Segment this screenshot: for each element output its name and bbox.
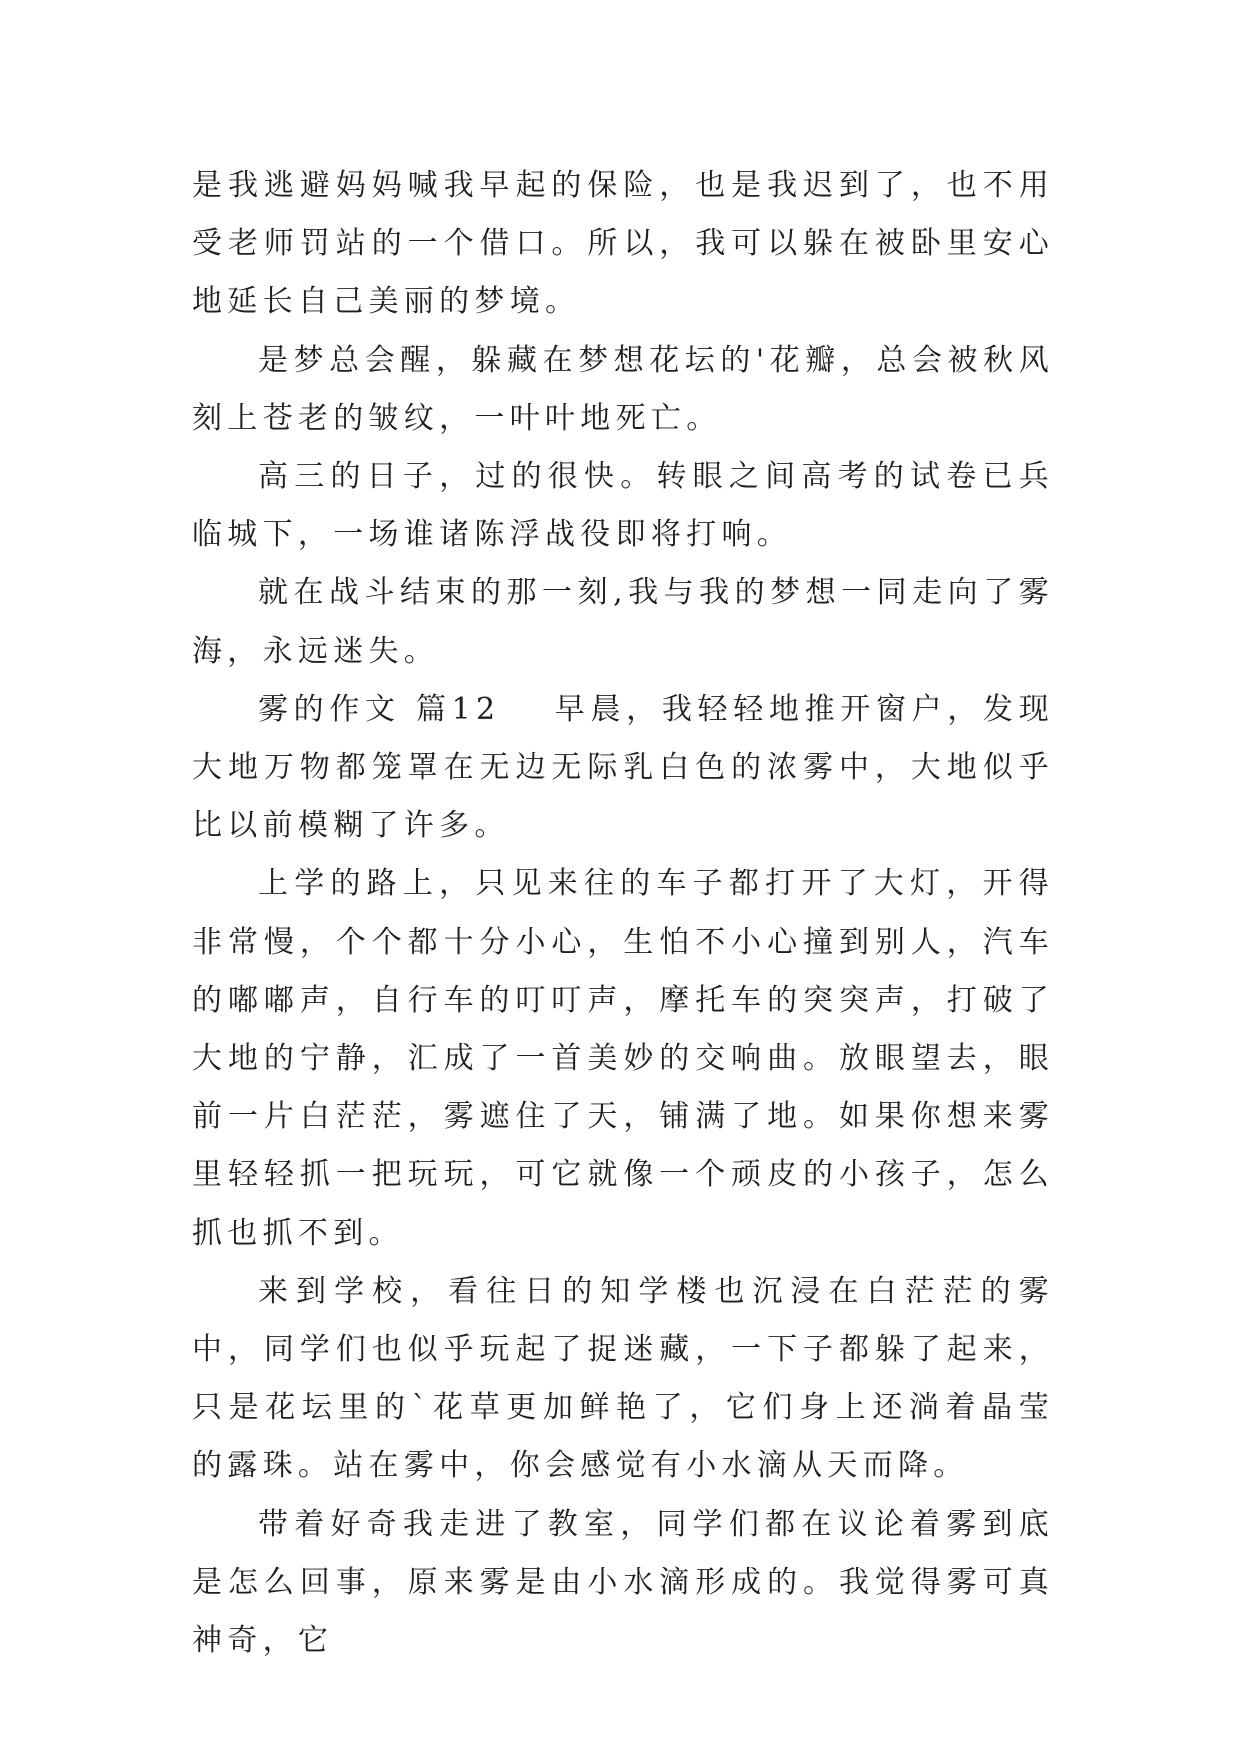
paragraph-4: 就在战斗结束的那一刻,我与我的梦想一同走向了雾海，永远迷失。 xyxy=(192,575,1054,669)
paragraph-8: 带着好奇我走进了教室，同学们都在议论着雾到底是怎么回事，原来雾是由小水滴形成的。我觉得雾可真神奇，它 xyxy=(192,1506,1054,1659)
paragraph-6: 上学的路上，只见来往的车子都打开了大灯，开得非常慢，个个都十分小心，生怕不小心撞到别人，汽车的嘟嘟声，自行车的叮叮声，摩托车的突突声，打破了大地的宁静，汇成了一首美妙的交响曲。放眼望去，眼前一片白茫茫，雾遮住了天，铺满了地。如果你想来雾里轻轻抓一把玩玩，可它就像一个顽皮的小孩子，怎么抓也抓不到。 xyxy=(192,866,1054,1251)
paragraph-1: 是我逃避妈妈喊我早起的保险，也是我迟到了，也不用受老师罚站的一个借口。所以，我可以躲在被卧里安心地延长自己美丽的梦境。 xyxy=(192,168,1054,320)
paragraph-5 xyxy=(192,681,1054,856)
paragraph-3: 高三的日子，过的很快。转眼之间高考的试卷已兵临城下，一场谁诸陈浮战役即将打响。 xyxy=(192,459,1054,553)
document-body xyxy=(192,157,1054,1670)
paragraph-2: 是梦总会醒，躲藏在梦想花坛的'花瓣，总会被秋风刻上苍老的皱纹，一叶叶地死亡。 xyxy=(192,342,1054,436)
paragraph-7: 来到学校，看往日的知学楼也沉浸在白茫茫的雾中，同学们也似乎玩起了捉迷藏，一下子都躲了起来，只是花坛里的`花草更加鲜艳了，它们身上还淌着晶莹的露珠。站在雾中，你会感觉有小水滴从天而降。 xyxy=(192,1273,1054,1484)
paragraph-5-text: 早晨，我轻轻地推开窗户，发现大地万物都笼罩在无边无际乳白色的浓雾中，大地似乎比以前模糊了许多。 xyxy=(192,691,1054,844)
essay-heading: 雾的作文 篇12 xyxy=(258,691,501,727)
